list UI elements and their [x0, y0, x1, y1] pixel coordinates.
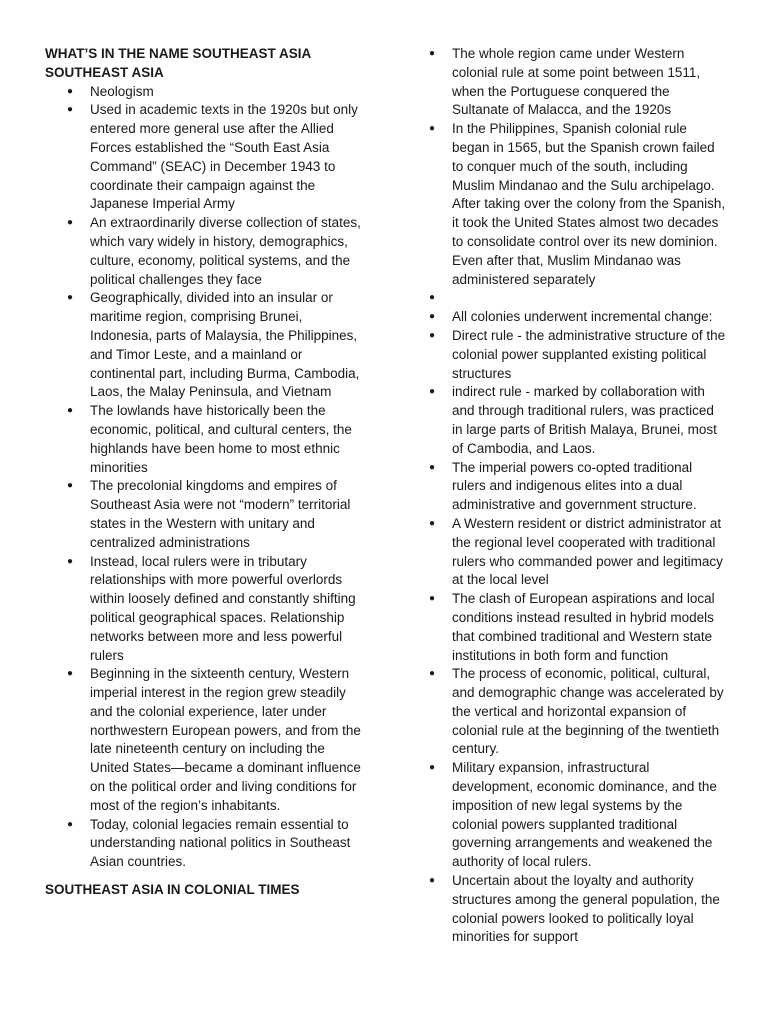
- bullet-icon: ●: [429, 461, 436, 473]
- list-item-text: A Western resident or district administrator at the regional level cooperated with traditional rulers who commanded power and legitimacy at the local level: [452, 515, 723, 588]
- list-item: [45, 214, 363, 289]
- list-item-text: Today, colonial legacies remain essential to understanding national politics in Southeast Asian countries.: [90, 816, 351, 870]
- bullet-icon: ●: [67, 217, 74, 229]
- list-item: [426, 459, 728, 515]
- bullet-list-left: [45, 83, 363, 872]
- list-item: [426, 120, 728, 289]
- list-item-text: Direct rule - the administrative structure of the colonial power supplanted existing political structures: [452, 327, 726, 381]
- bullet-icon: ●: [429, 668, 436, 680]
- list-item: [45, 402, 363, 477]
- right-column: [426, 45, 728, 947]
- list-item-text: All colonies underwent incremental change:: [452, 309, 713, 325]
- list-item-text: The lowlands have historically been the economic, political, and cultural centers, the highlands have been home to most ethnic minorities: [90, 403, 352, 475]
- bullet-icon: ●: [67, 85, 74, 97]
- list-item: [45, 477, 363, 552]
- bullet-icon: ●: [67, 405, 74, 417]
- list-item: [426, 759, 728, 872]
- bullet-icon: ●: [67, 104, 74, 116]
- list-item: [426, 665, 728, 759]
- list-item-text: The whole region came under Western colonial rule at some point between 1511, when the Portuguese conquered the Sultanate of Malacca, and the 1920s: [452, 46, 701, 118]
- bullet-icon: ●: [429, 386, 436, 398]
- list-item: [45, 83, 363, 102]
- list-item-text: indirect rule - marked by collaboration with and through traditional rulers, was practiced in large parts of British Malaya, Brunei, most of Cambodia, and Laos.: [452, 384, 717, 456]
- subheading-southeast-asia: SOUTHEAST ASIA: [45, 64, 164, 80]
- bullet-icon: ●: [429, 517, 436, 529]
- list-item-text: Used in academic texts in the 1920s but only entered more general use after the Allied Forces established the “South East Asia Command” (SEAC) in December 1943 to coordinate their campaign against the Japanese Imperial Army: [90, 102, 358, 212]
- empty-list-item: [426, 289, 728, 308]
- bullet-icon: ●: [429, 875, 436, 887]
- bullet-icon: ●: [429, 311, 436, 323]
- bullet-icon: ●: [429, 593, 436, 605]
- list-item: [45, 816, 363, 872]
- list-item-text: In the Philippines, Spanish colonial rule began in 1565, but the Spanish crown failed to conquer much of the south, including Muslim Mindanao and the Sulu archipelago. After taking over the colony from the Spanish, it took the United States almost two decades to consolidate control over its new dominion. Even after that, Muslim Mindanao was administered separately: [452, 121, 726, 287]
- list-item: [426, 872, 728, 947]
- list-item-text: Military expansion, infrastructural development, economic dominance, and the imposition of new legal systems by the colonial powers supplanted traditional governing arrangements and weakened the authority of local rulers.: [452, 760, 717, 870]
- bullet-icon: ●: [67, 818, 74, 830]
- bullet-icon: ●: [429, 48, 436, 59]
- bullet-icon: ●: [429, 329, 436, 341]
- bullet-icon: ●: [429, 292, 436, 304]
- list-item: [426, 45, 728, 120]
- list-item-text: The clash of European aspirations and local conditions instead resulted in hybrid models that combined traditional and Western state institutions in both form and function: [452, 591, 715, 663]
- section-heading-colonial-times: SOUTHEAST ASIA IN COLONIAL TIMES: [45, 882, 300, 898]
- list-item-text: Neologism: [90, 83, 154, 99]
- list-item-text: The process of economic, political, cultural, and demographic change was accelerated by the vertical and horizontal expansion of colonial rule at the beginning of the twentieth century.: [452, 666, 724, 757]
- list-item: [45, 101, 363, 214]
- bullet-icon: ●: [67, 555, 74, 567]
- list-item: [45, 289, 363, 402]
- list-item: [426, 383, 728, 458]
- list-item: [426, 590, 728, 665]
- section-heading-name: WHAT’S IN THE NAME SOUTHEAST ASIA: [45, 46, 312, 61]
- bullet-icon: ●: [67, 292, 74, 304]
- list-item: [426, 308, 728, 327]
- list-item-text: Geographically, divided into an insular or maritime region, comprising Brunei, Indonesia, parts of Malaysia, the Philippines, and Timor Leste, and a mainland or continental part, including Burma, Cambodia, Laos, the Malay Peninsula, and Vietnam: [90, 290, 360, 400]
- list-item: [426, 515, 728, 590]
- bullet-icon: ●: [67, 480, 74, 492]
- list-item-text: The precolonial kingdoms and empires of Southeast Asia were not “modern” territorial states in the Western with unitary and centralized administrations: [90, 478, 351, 550]
- list-item-text: The imperial powers co-opted traditional rulers and indigenous elites into a dual administrative and government structure.: [452, 459, 697, 513]
- list-item: [45, 553, 363, 666]
- list-item: [426, 327, 728, 383]
- bullet-list-right: [426, 45, 728, 947]
- bullet-icon: ●: [67, 668, 74, 680]
- list-item-text: Beginning in the sixteenth century, Western imperial interest in the region grew steadily and the colonial experience, later under northwestern European powers, and from the late nineteenth century on including the United States—became a dominant influence on the political order and living conditions for most of the region’s inhabitants.: [90, 666, 361, 813]
- left-column: [45, 45, 363, 900]
- bullet-icon: ●: [429, 123, 436, 135]
- list-item: [45, 665, 363, 815]
- list-item-text: Uncertain about the loyalty and authority structures among the general population, the colonial powers looked to politically loyal minorities for support: [452, 873, 720, 945]
- bullet-icon: ●: [429, 762, 436, 774]
- list-item-text: Instead, local rulers were in tributary relationships with more powerful overlords within loosely defined and constantly shifting political geographical spaces. Relationship networks between more and less powerful rulers: [90, 553, 356, 663]
- list-item-text: An extraordinarily diverse collection of states, which vary widely in history, demographics, culture, economy, political systems, and the political challenges they face: [90, 215, 361, 287]
